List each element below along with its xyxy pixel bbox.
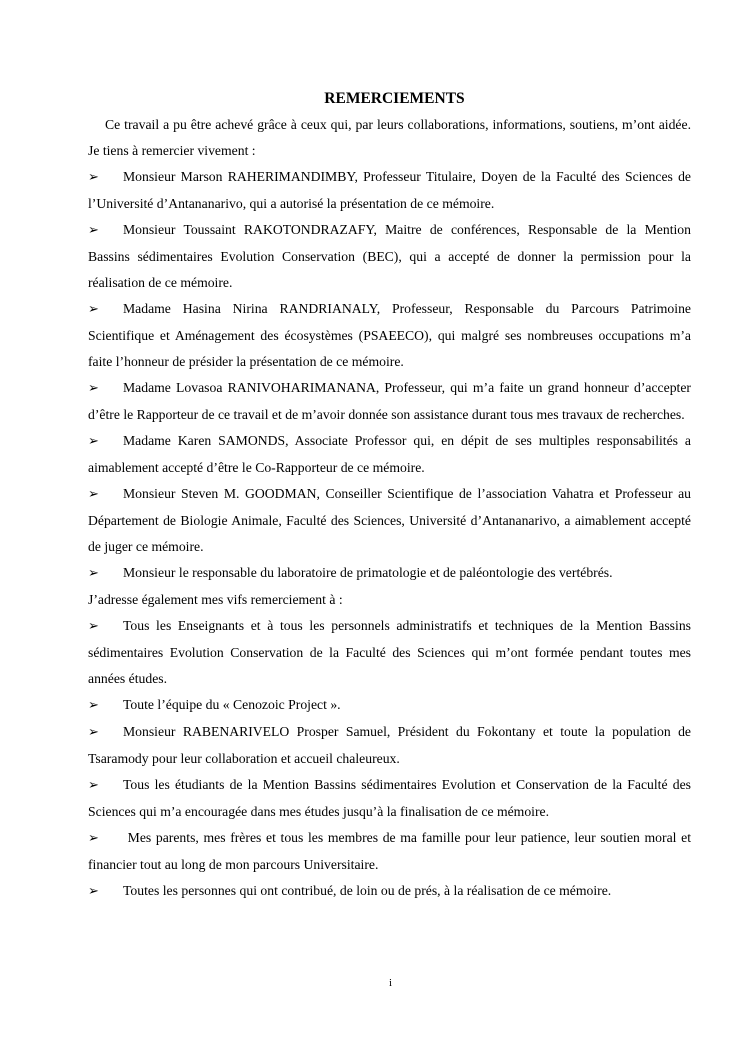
- arrow-bullet-icon: ➢: [88, 170, 99, 185]
- arrow-bullet-icon: ➢: [88, 778, 99, 793]
- arrow-bullet-icon: ➢: [88, 566, 99, 581]
- list-item-text: Tous les étudiants de la Mention Bassins sédimentaires Evolution et Conservation de la Faculté des Sciences qui m’a encouragée dans mes études jusqu’à la finalisation de ce mémoire.: [88, 777, 691, 819]
- list-item: [88, 825, 691, 878]
- middle-paragraph: J’adresse également mes vifs remerciement à :: [88, 592, 343, 607]
- list-item: [88, 375, 691, 428]
- arrow-bullet-icon: ➢: [88, 223, 99, 238]
- acknowledgement-list-a: [88, 164, 691, 587]
- acknowledgement-list-b: [88, 613, 691, 905]
- page-title: REMERCIEMENTS: [324, 90, 465, 107]
- arrow-bullet-icon: ➢: [88, 725, 99, 740]
- list-item-text: Toute l’équipe du « Cenozoic Project ».: [123, 697, 341, 712]
- arrow-bullet-icon: ➢: [88, 302, 99, 317]
- list-item-text: Monsieur Toussaint RAKOTONDRAZAFY, Maitre de conférences, Responsable de la Mention Bassins sédimentaires Evolution Conservation (BEC), qui a accepté de donner la permission pour la réalisation de ce mémoire.: [88, 222, 691, 290]
- list-item: [88, 560, 691, 587]
- list-item: [88, 217, 691, 296]
- list-item: [88, 772, 691, 825]
- list-item-text: Madame Lovasoa RANIVOHARIMANANA, Professeur, qui m’a faite un grand honneur d’accepter d’être le Rapporteur de ce travail et de m’avoir donnée son assistance durant tous mes travaux de recherches.: [88, 380, 691, 422]
- list-item-text: Madame Hasina Nirina RANDRIANALY, Professeur, Responsable du Parcours Patrimoine Scientifique et Aménagement des écosystèmes (PSAEECO), qui malgré ses nombreuses occupations m’a faite l’honneur de présider la présentation de ce mémoire.: [88, 301, 691, 369]
- list-item: [88, 164, 691, 217]
- list-item: [88, 878, 691, 905]
- page-number: i: [388, 977, 393, 989]
- list-item-text: Mes parents, mes frères et tous les membres de ma famille pour leur patience, leur soutien moral et financier tout au long de mon parcours Universitaire.: [88, 830, 691, 872]
- document-page: [88, 86, 691, 905]
- list-item: [88, 296, 691, 375]
- list-item-text: Madame Karen SAMONDS, Associate Professor qui, en dépit de ses multiples responsabilités a aimablement accepté d’être le Co-Rapporteur de ce mémoire.: [88, 433, 691, 475]
- list-item-text: Monsieur le responsable du laboratoire de primatologie et de paléontologie des vertébrés.: [123, 565, 613, 580]
- list-item-text: Monsieur Marson RAHERIMANDIMBY, Professeur Titulaire, Doyen de la Faculté des Sciences de l’Université d’Antananarivo, qui a autorisé la présentation de ce mémoire.: [88, 169, 691, 211]
- list-item: [88, 719, 691, 772]
- arrow-bullet-icon: ➢: [88, 698, 99, 713]
- list-item: [88, 613, 691, 692]
- arrow-bullet-icon: ➢: [88, 884, 99, 899]
- arrow-bullet-icon: ➢: [88, 831, 99, 846]
- arrow-bullet-icon: ➢: [88, 487, 99, 502]
- list-item: [88, 481, 691, 560]
- list-item-text: Monsieur RABENARIVELO Prosper Samuel, Président du Fokontany et toute la population de Tsaramody pour leur collaboration et accueil chaleureux.: [88, 724, 691, 766]
- arrow-bullet-icon: ➢: [88, 381, 99, 396]
- list-item: [88, 692, 691, 719]
- list-item-text: Monsieur Steven M. GOODMAN, Conseiller Scientifique de l’association Vahatra et Professeur au Département de Biologie Animale, Faculté des Sciences, Université d’Antananarivo, a aimablement accepté de juger ce mémoire.: [88, 486, 691, 554]
- arrow-bullet-icon: ➢: [88, 619, 99, 634]
- list-item: [88, 428, 691, 481]
- arrow-bullet-icon: ➢: [88, 434, 99, 449]
- list-item-text: Tous les Enseignants et à tous les personnels administratifs et techniques de la Mention Bassins sédimentaires Evolution Conservation de la Faculté des Sciences qui m’ont formée pendant toutes mes années études.: [88, 618, 691, 686]
- intro-paragraph: Ce travail a pu être achevé grâce à ceux qui, par leurs collaborations, informations, soutiens, m’ont aidée. Je tiens à remercier vivement :: [88, 117, 691, 158]
- list-item-text: Toutes les personnes qui ont contribué, de loin ou de prés, à la réalisation de ce mémoire.: [123, 883, 612, 898]
